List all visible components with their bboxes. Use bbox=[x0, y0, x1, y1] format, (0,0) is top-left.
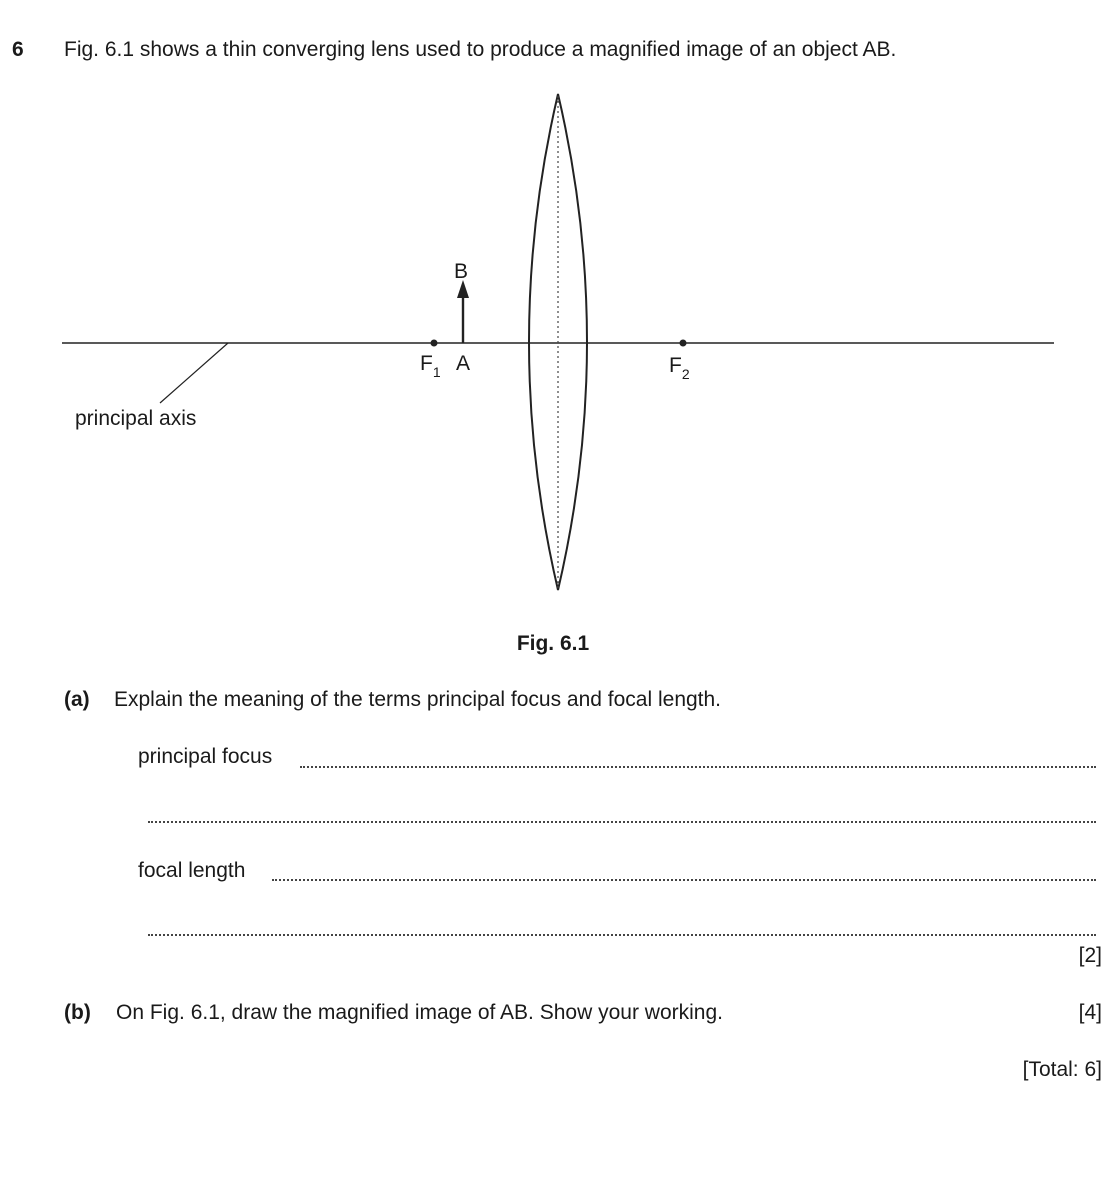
lens-diagram bbox=[0, 80, 1106, 620]
question-intro: Fig. 6.1 shows a thin converging lens used to produce a magnified image of an object AB. bbox=[64, 38, 897, 61]
part-a-label: (a) bbox=[64, 688, 90, 711]
label-b: B bbox=[454, 260, 469, 283]
focal-point-f1 bbox=[431, 340, 438, 347]
label-f1 bbox=[420, 352, 441, 380]
figure-caption: Fig. 6.1 bbox=[516, 632, 590, 655]
answer-line-principal-focus-1[interactable] bbox=[300, 766, 1096, 768]
answer-line-focal-length-1[interactable] bbox=[272, 879, 1096, 881]
label-f2-subscript: 2 bbox=[681, 366, 690, 382]
question-number: 6 bbox=[12, 38, 24, 61]
answer-label-focal-length: focal length bbox=[138, 859, 246, 882]
part-a-marks: [2] bbox=[1078, 944, 1102, 967]
total-marks: [Total: 6] bbox=[1022, 1058, 1102, 1081]
part-b-question: On Fig. 6.1, draw the magnified image of AB. Show your working. bbox=[116, 1001, 723, 1024]
label-principal-axis: principal axis bbox=[75, 407, 197, 430]
answer-label-principal-focus: principal focus bbox=[138, 745, 273, 768]
principal-axis-leader-line bbox=[160, 343, 228, 403]
part-a-question: Explain the meaning of the terms principal focus and focal length. bbox=[114, 688, 722, 711]
label-f2 bbox=[669, 354, 690, 382]
label-a: A bbox=[456, 352, 471, 375]
answer-line-principal-focus-2[interactable] bbox=[148, 821, 1096, 823]
label-f1-subscript: 1 bbox=[432, 364, 441, 380]
part-b-marks: [4] bbox=[1078, 1001, 1102, 1024]
answer-line-focal-length-2[interactable] bbox=[148, 934, 1096, 936]
focal-point-f2 bbox=[680, 340, 687, 347]
part-b-label: (b) bbox=[64, 1001, 91, 1024]
label-f1-main: F bbox=[420, 352, 433, 375]
label-f2-main: F bbox=[669, 354, 682, 377]
